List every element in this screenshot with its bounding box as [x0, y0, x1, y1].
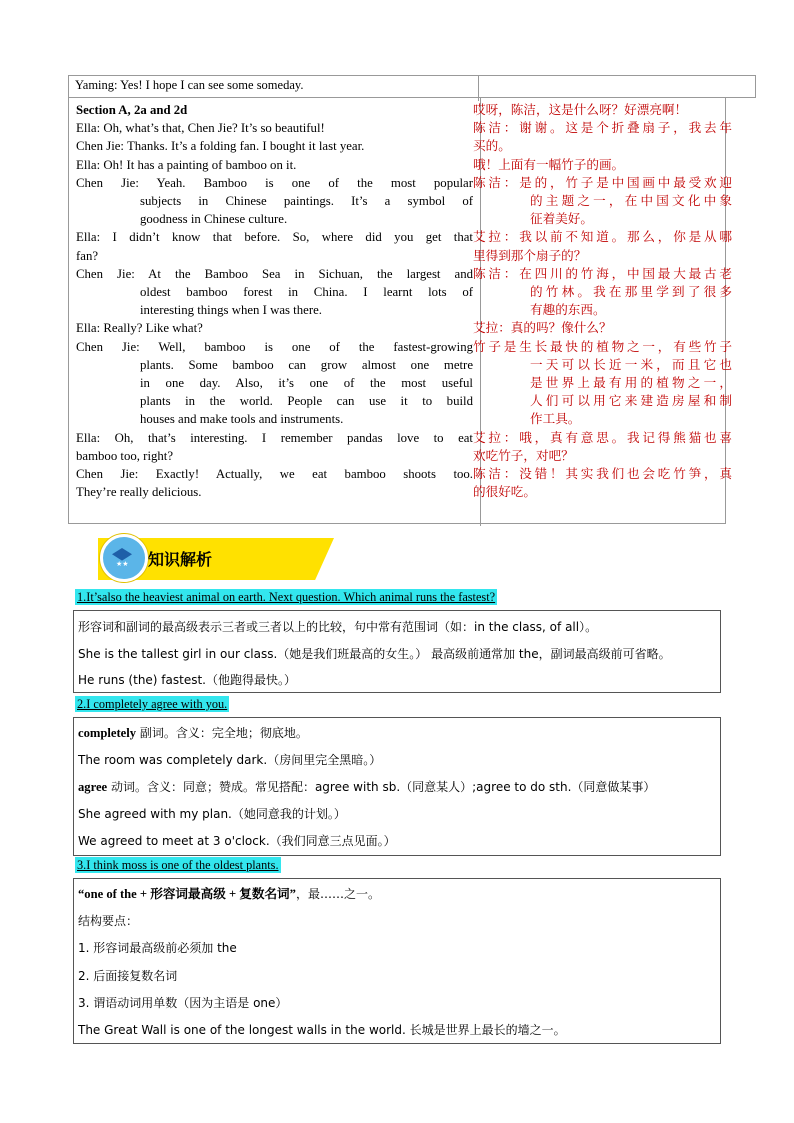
chinese-line: 陈洁：是的，竹子是中国画中最受欢迎 — [473, 174, 732, 190]
graduation-cap-icon: ★★ — [100, 534, 148, 582]
english-line: plants. Some bamboo can grow almost one metre — [140, 357, 473, 372]
english-line: Ella: Really? Like what? — [76, 321, 203, 336]
point-2-box — [73, 717, 721, 856]
english-line: bamboo too, right? — [76, 448, 174, 463]
dialogue-top-row — [68, 75, 756, 98]
term-explanation: ，最……之一。 — [295, 887, 380, 901]
chinese-line: 竹子是生长最快的植物之一，有些竹子 — [473, 338, 732, 354]
english-line: Ella: Oh! It has a painting of bamboo on it. — [76, 157, 297, 172]
point-2-line — [78, 828, 716, 855]
point-1-line: 形容词和副词的最高级表示三者或三者以上的比较，句中常有范围词（如：in the class, of all）。 — [78, 620, 598, 634]
english-line: They’re really delicious. — [76, 485, 202, 500]
term-explanation: 2. 后面接复数名词 — [78, 968, 178, 983]
chinese-line: 陈洁：没错！其实我们也会吃竹笋，真 — [473, 466, 732, 482]
english-line: Section A, 2a and 2d — [76, 103, 188, 117]
point-3-box — [73, 878, 721, 1044]
point-1-line: She is the tallest girl in our class.（她是我们班最高的女生。） 最高级前通常加 the，副词最高级前可省略。 — [78, 646, 671, 661]
term-explanation: 副词。含义：完全地；彻底地。 — [136, 726, 308, 740]
term-keyword: completely — [78, 726, 137, 740]
english-line: subjects in Chinese paintings. It’s a symbol of — [140, 194, 473, 209]
chinese-line: 人们可以用它来建造房屋和制 — [530, 393, 732, 409]
point-2-line — [78, 747, 716, 774]
english-line: interesting things when I was there. — [140, 303, 322, 318]
point-3-heading: 3.I think moss is one of the oldest plants. — [77, 858, 279, 872]
point-1-heading: 1.It’salso the heaviest animal on earth. Next question. Which animal runs the fastest? — [77, 590, 496, 604]
point-2-line — [78, 720, 716, 747]
term-explanation: We agreed to meet at 3 o'clock.（我们同意三点见面。） — [78, 834, 396, 848]
point-3-line — [78, 935, 716, 962]
term-explanation: The Great Wall is one of the longest walls in the world. 长城是世界上最长的墙之一。 — [78, 1023, 566, 1038]
chinese-line: 作工具。 — [530, 411, 581, 427]
point-3-line — [78, 908, 716, 935]
chinese-line: 陈洁：在四川的竹海，中国最大最古老 — [473, 265, 732, 281]
chinese-line: 哎呀，陈洁，这是什么呀？好漂亮啊！ — [473, 102, 688, 117]
chinese-line: 的很好吃。 — [473, 484, 536, 500]
english-line: Ella: I didn’t know that before. So, where did you get that — [76, 230, 473, 245]
chinese-line: 征着美好。 — [530, 211, 593, 227]
term-explanation: 1. 形容词最高级前必须加 the — [78, 941, 237, 956]
english-line: Chen Jie: At the Bamboo Sea in Sichuan, the largest and — [76, 266, 473, 281]
point-3-line — [78, 881, 716, 908]
term-keyword: agree — [78, 780, 108, 794]
term-keyword: “one of the + 形容词最高级 + 复数名词” — [78, 887, 296, 901]
point-2-heading: 2.I completely agree with you. — [77, 697, 228, 711]
term-explanation: She agreed with my plan.（她同意我的计划。） — [78, 807, 346, 821]
english-line: Ella: Oh, that’s interesting. I remember pandas love to eat — [76, 430, 473, 445]
term-explanation: The room was completely dark.（房间里完全黑暗。） — [78, 753, 382, 767]
english-line: Ella: Oh, what’s that, Chen Jie? It’s so beautiful! — [76, 121, 325, 136]
chinese-line: 有趣的东西。 — [530, 302, 606, 318]
point-1-line: He runs (the) fastest.（他跑得最快。） — [78, 673, 296, 687]
chinese-line: 的竹林。我在那里学到了很多 — [530, 284, 732, 300]
chinese-line: 的主题之一，在中国文化中象 — [530, 193, 732, 209]
english-dialogue-column — [69, 98, 481, 526]
chinese-line: 艾拉：哦，真有意思。我记得熊猫也喜 — [473, 429, 732, 445]
english-line: fan? — [76, 248, 99, 263]
chinese-line: 一天可以长近一米，而且它也 — [530, 356, 732, 372]
english-line: Chen Jie: Yeah. Bamboo is one of the most popular — [76, 175, 473, 190]
english-line: Chen Jie: Thanks. It’s a folding fan. I bought it last year. — [76, 139, 365, 154]
english-line: Chen Jie: Exactly! Actually, we eat bamboo shoots too. — [76, 467, 473, 482]
term-explanation: 3. 谓语动词用单数（因为主语是 one） — [78, 995, 288, 1010]
english-line: plants in the world. People can use it to build — [140, 394, 473, 409]
chinese-line: 欢吃竹子，对吧？ — [473, 447, 574, 463]
english-line: houses and make tools and instruments. — [140, 412, 344, 427]
chinese-line: 艾拉：我以前不知道。那么，你是从哪 — [473, 229, 732, 245]
top-row-text: Yaming: Yes! I hope I can see some someday. — [69, 76, 479, 101]
english-line: in one day. Also, it’s one of the most useful — [140, 376, 473, 391]
chinese-line: 是世界上最有用的植物之一， — [530, 375, 732, 391]
chinese-line: 陈洁：谢谢。这是个折叠扇子，我去年 — [473, 120, 732, 136]
chinese-line: 里得到那个扇子的？ — [473, 247, 587, 263]
english-line: goodness in Chinese culture. — [140, 212, 288, 227]
term-explanation: 结构要点： — [78, 914, 139, 929]
english-line: oldest bamboo forest in China. I learnt lots of — [140, 285, 473, 300]
chinese-line: 艾拉：真的吗？像什么？ — [473, 320, 612, 336]
chinese-line: 哦！上面有一幅竹子的画。 — [473, 156, 625, 172]
point-2-line — [78, 774, 716, 801]
chinese-line: 买的。 — [473, 138, 511, 154]
dialogue-table — [68, 98, 732, 524]
knowledge-banner — [98, 534, 334, 584]
point-3-line — [78, 990, 716, 1017]
banner-title: 知识解析 — [148, 550, 213, 569]
point-1-box — [73, 610, 721, 693]
english-line: Chen Jie: Well, bamboo is one of the fastest-growing — [76, 339, 473, 354]
point-3-line — [78, 1017, 716, 1044]
term-explanation: 动词。含义：同意；赞成。常见搭配：agree with sb.（同意某人）;agree to do sth.（同意做某事） — [107, 780, 656, 794]
point-2-line — [78, 801, 716, 828]
chinese-translation-column — [466, 98, 738, 526]
point-3-line — [78, 963, 716, 990]
